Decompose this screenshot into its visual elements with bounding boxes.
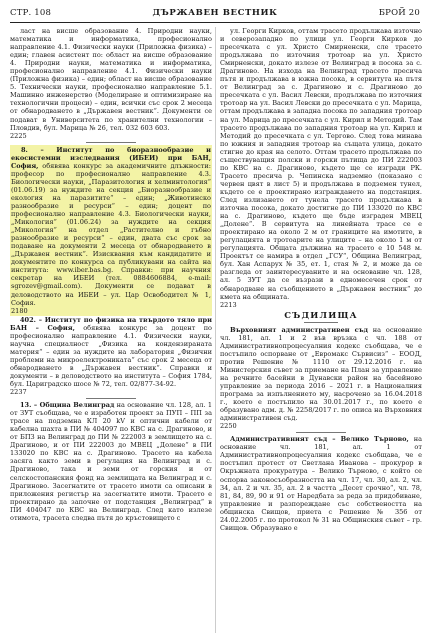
column-divider [215, 27, 216, 633]
vt-court-body: на основание чл. 181, ал. 1 от Административнопроцесуалния кодекс съобщава, че е постъпил протест от Светлана Иванова – прокурор в Окръжната прокуратура – Велико Търново, с който се оспорва законосъобразността на чл. 17, чл. 30, ал. 2, чл. 34, ал. 2 и чл. 35, ал. 2 в частта „Десет срочно“, чл. 78, 81, 84, 89, 90 и 91 от Наредбата за реда за придобиване, управление и разпореждане със собствеността на общинска Свищов, приета с Решение № 356 от 24.02.2005 г. по протокол № 31 на Общинския съвет – гр. Свищов. Образувано е [220, 435, 422, 532]
separator [86, 398, 136, 399]
university-announcement: ласт на висше образование 4. Природни науки, математика и информатика, професионално направление 4.1. Физически науки (Приложна физика) – един; главен асистент по: област на висше образование 4. Природни науки, математика и информатика, професионално направление 4.1. Физически науки (Приложна физика) – един; област на висше образование 5. Технически науки, професионално направление 5.1. Машинно инженерство (Моделиране и оптимизиране на технологични процеси) – един, всички със срок 2 месеца от обнародването в „Държавен вестник“. Документи се подават в Университета по хранителни технологии – Пловдив, бул. Марица № 26, тел. 032 603 603. [10, 27, 212, 132]
section-rule [304, 322, 338, 323]
ibei-body: обявява конкурс за академичните длъжности: професор по професионално направление 4.3. Биологически науки, „Паразитология и хелминтология“ (01.06.19) за нуждите на секция „Биоразнообразие и екология на паразитите“ – един; „Животинско разнообразие и ресурси“ – един; доцент по професионално направление 4.3. Биологически науки, „Микология“ (01.06.24) за нуждите на секция „Микология“ на отдел „Растително и гъбно разнообразие и ресурси“ – един, двата със срок за подаване на документи 2 месеца от обнародването в „Държавен вестник“. Изисквания към кандидатите и документите по конкурса са публикувани на сайта на института: www.iber.bas.bg. Справки: при научния секретар на ИБЕИ (тел. 0884606884, e-mail: sgrozev@gmail.com). Документи се подават в деловодството на ИБЕИ – ул. Цар Освободител № 1, София. [11, 161, 211, 307]
announcement-number: 2225 [10, 131, 27, 140]
announcement-number: 2237 [10, 388, 27, 397]
announcement-number: 2250 [220, 422, 237, 431]
newspaper-title: ДЪРЖАВЕН ВЕСТНИК [152, 8, 278, 18]
section-heading: СЪДИЛИЩА [284, 310, 358, 321]
vt-court-heading: Административният съд – Велико Търново, [230, 435, 409, 444]
issp-body: обявява конкурс за доцент по професионално направление 4.1. Физически науки, научна специалност „Физика на кондензираната материя“ – един за нуждите на лаборатория „Физични проблеми на микроелектрониката“ със срок 2 месеца от обнародването в „Държавен вестник“. Справки и документи – в деловодството на института – София 1784, бул. Цариградско шосе № 72, тел. 02/877-34-92. [10, 323, 212, 389]
page-number: СТР. 108 [10, 8, 52, 18]
issue-number: БРОЙ 20 [378, 8, 420, 18]
header-rule [10, 22, 420, 23]
issp-heading: 402. – Институт по физика на твърдото тяло при БАН – София, [10, 315, 212, 332]
announcement-number: 2213 [220, 300, 237, 309]
right-column [220, 27, 422, 635]
separator [86, 142, 136, 143]
highlighted-announcement [10, 145, 212, 316]
ibei-heading: 8. – Институт по биоразнообразие и екосистемни изследвания (ИБЕИ) при БАН, София, [11, 145, 211, 170]
page-header [10, 8, 420, 22]
velingrad-body: на основание чл. 128, ал. 1 от ЗУТ съобщава, че е изработен проект за ПУП – ПП за трасе на подземна КЛ 20 kV и оптични кабели от кабелна шахта в ПИ № 404097 по КВС на с. Драгиново, и от БПЗ на Велинград до ПИ № 222003 в землището на с. Драгиново, и от ПИ 222003 до МВЕЦ „Долене“ в ПИ 133020 по КВС на с. Драгиново. Трасето на кабела засяга както земи в регулация на Велинград и с. Драгиново, така и земи от горския и от селскостопанския фонд на землищата на Велинград и с. Драгиново. Засегнатите от трасето имоти са описани в приложения регистър на засегнатите имоти. Трасето е проектирано да започне от подстанция „Велинград“ в ПИ 404047 по КВС на Велинград. След като излезе отимота, трасета следва пътя до кръстовището с [10, 401, 212, 522]
vas-heading: Върховният административен съд [230, 325, 368, 334]
velingrad-heading: 13. – Община Велинград [20, 401, 115, 410]
left-column [10, 27, 212, 635]
velingrad-continuation: ул. Георги Кирков, оттам трасето продължава източно и северозападно по улици ул. Георги Кирков до пресечката с ул. Христо Смирненски, сле трасето продължава по източния тротоар на ул. Христо Смирненски, докато излезе от Велинград в посока за с. Драгиново. На изхода на Велинград трасето пресича пътя и продължава в южна посока, в сервитута на пътя от Велинград за с. Драгиново и с. Драгиново до пресечката с ул. Васил Левски, продължава по източния тротоар на ул. Васил Левски до пресечката с ул. Марица, оттам продължава в западна посока по западния тротоар на ул. Марица до пресечката с ул. Кирил и Методий. Там трасето продължава по западния тротоар на ул. Кирил и Методий до пресечката с ул. Тергово. След това минава по южния и западния тротоар на същата улица, докато стигне до края на селото. Оттам трасето продължава по съществуващия полски и горски пътища до ПИ 222003 по КВС на с. Драгиново, където ще се изгради РК. Трасето пресича р. Чепинска надземно (показано с червен цвят в лист 5) и продължава в подземен тунел, където се е проектирано изграждането на подстанция. След излизането от тунела трасето продължава в източна посока, докато достигне до ПИ 133020 по КВС на с. Драгиново, където ще бъде изграден МВЕЦ „Долене“. В сервитута на линейната трасе се е проектирано на около 2 м от границите на имотите, в регулацията в тротоарите на улиците – на около 1 м от регулацията. Общата дължина на трасето е 10 548 м. Проектът се намира в отдел „ГСУ“, Община Велинград, бул. Хан Аспарух № 35, ет. 1, стая № 2, и може да се разгледа от заинтересуваните и на основание чл. 128, ал. 5 ЗУТ да се възрази в едномесечен срок от обнародване на съобщението в „Държавен вестник“ до кмета на общината. [220, 27, 422, 301]
separator [296, 432, 346, 433]
announcement-number: 2180 [11, 306, 28, 315]
vas-body: на основание чл. 181, ал. 1 и 2 във връзка с чл. 188 от Административнопроцесуалния кодекс съобщава, че е постъпило оспорване от „Евромакс Сървисиз“ – ЕООД, против Решение № 1110 от 29.12.2016 г. на Министерския съвет за приемане на План за управление на речните басейни в Дунавски район на басейново управление за периода 2016 – 2021 г. в Националния програма за изпълнението му, насрочено за 16.04.2018 г., което е постъпило на 30.01.2017 г., по което е образувано адм. д. № 2258/2017 г. по описа на Върховния административен съд. [220, 325, 422, 423]
